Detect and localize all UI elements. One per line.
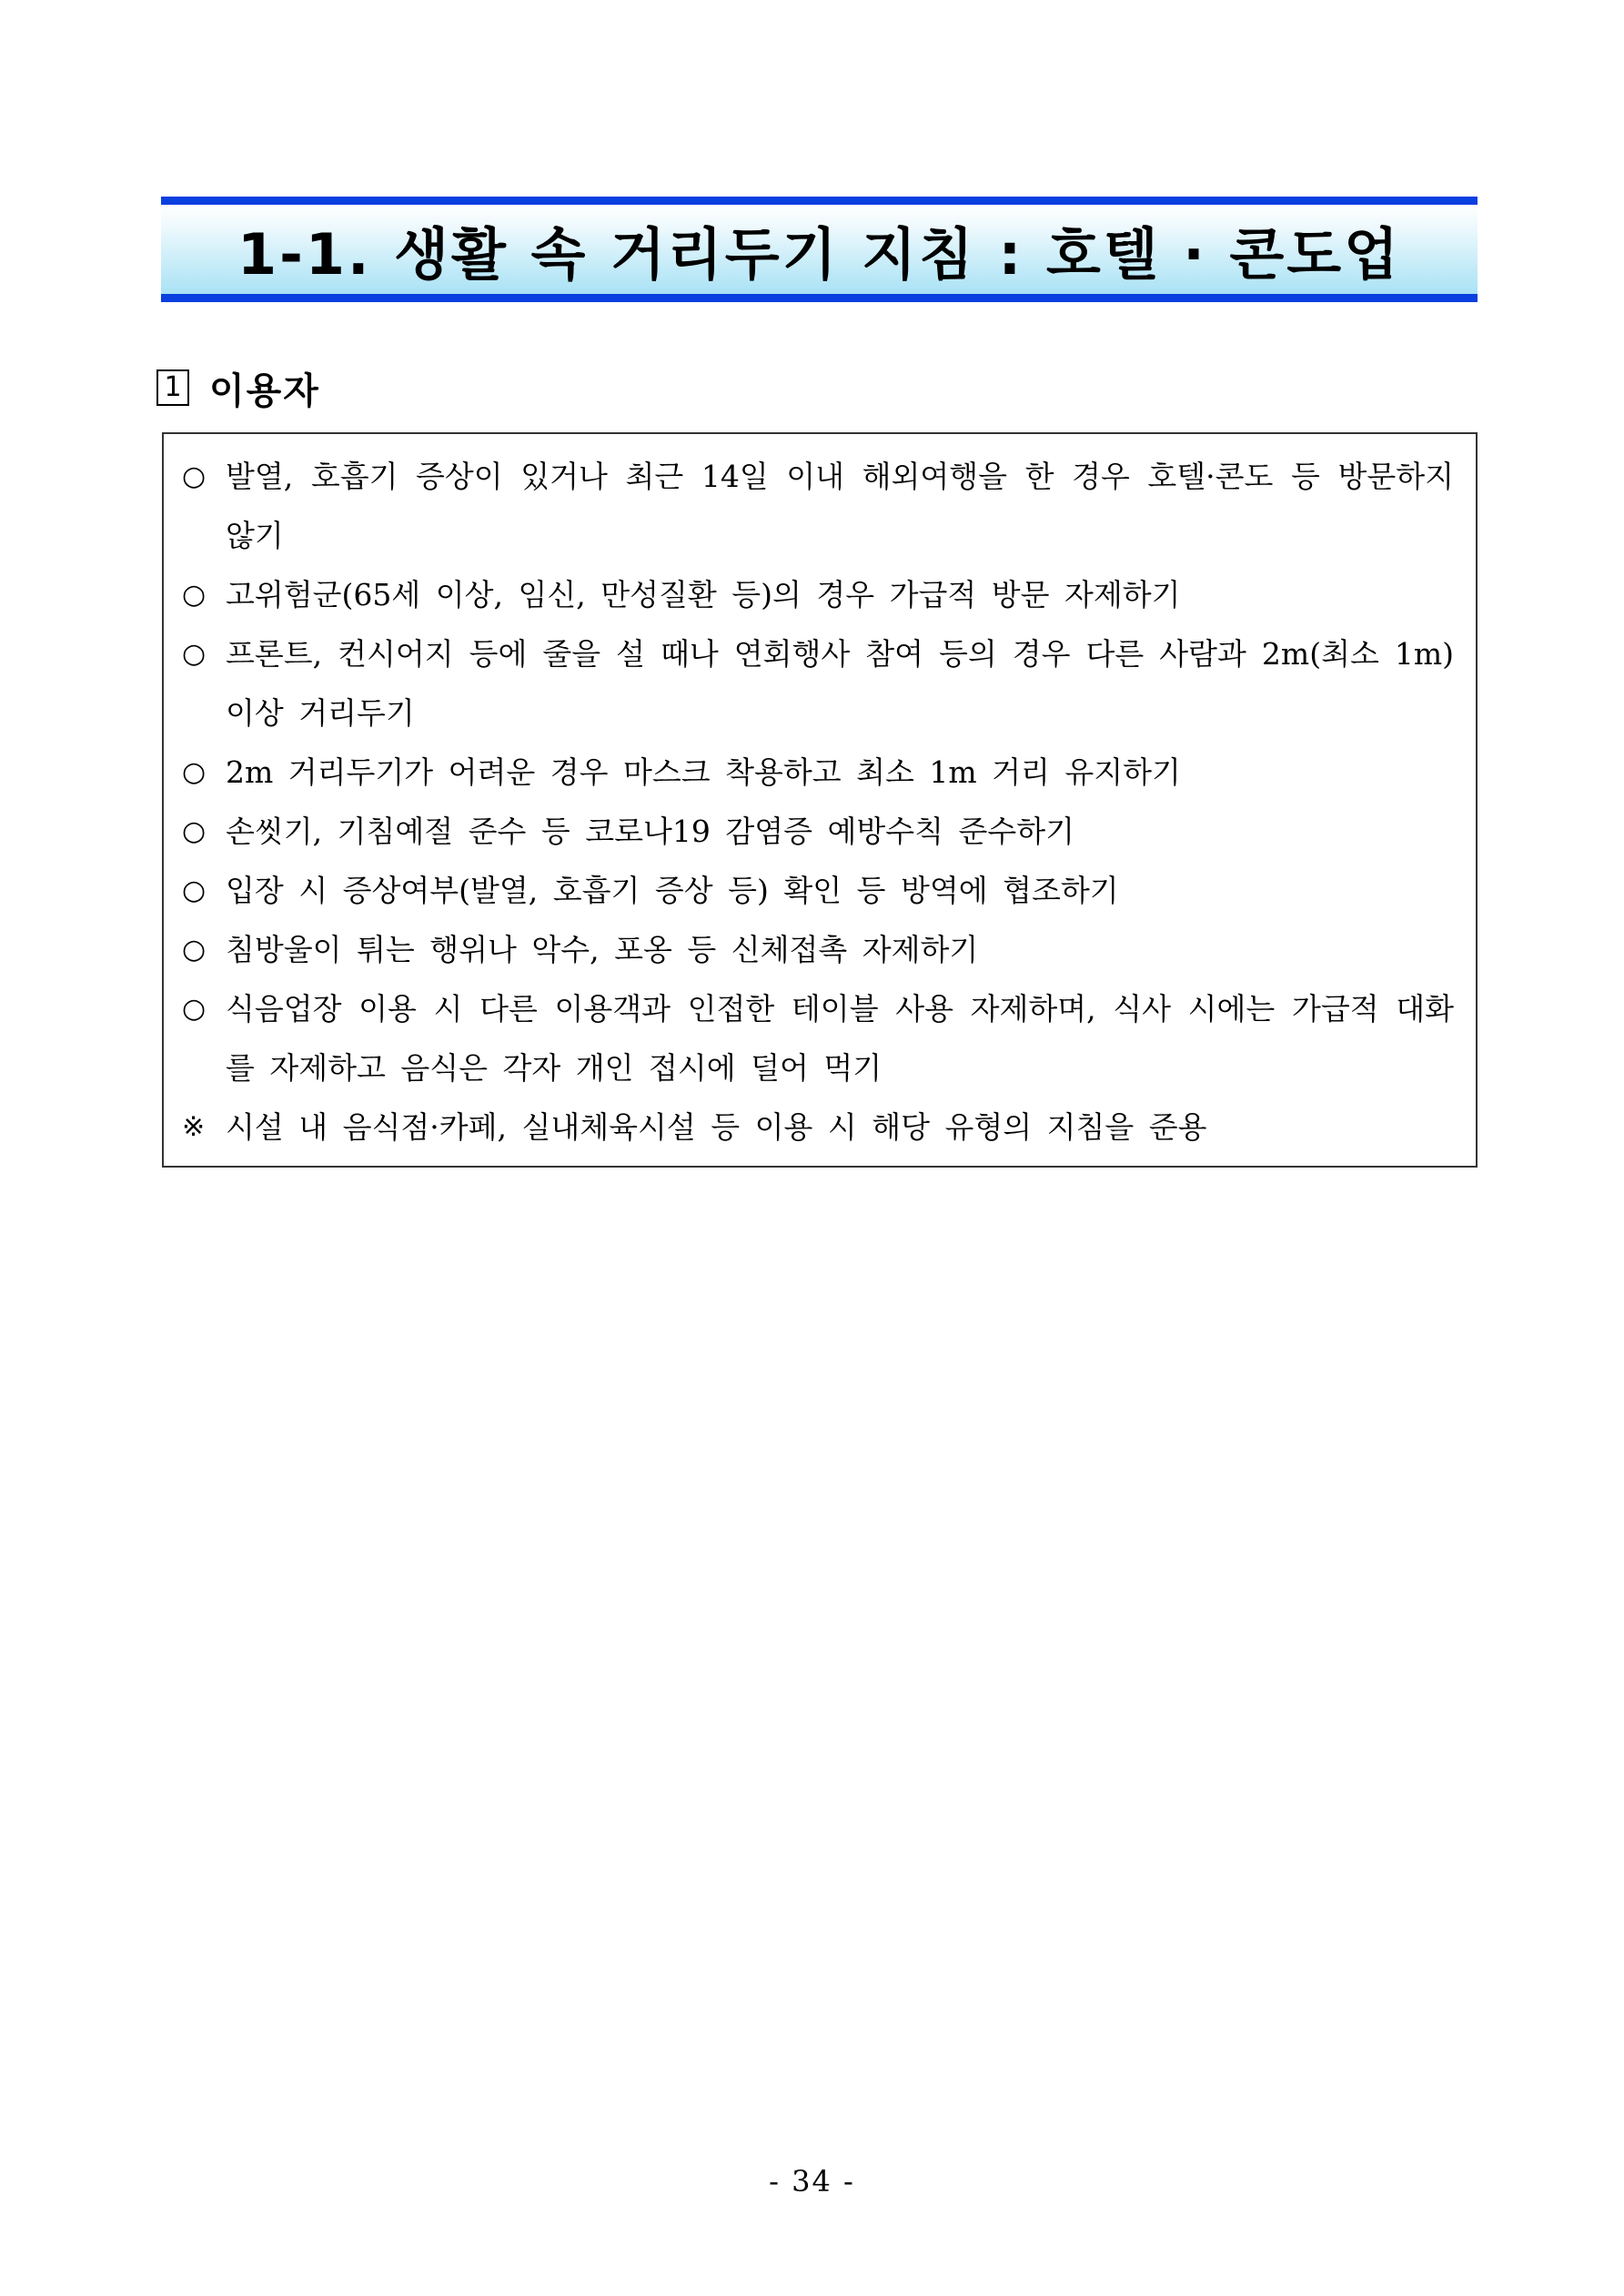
guideline-item <box>182 861 1454 920</box>
page-title: 1-1. 생활 속 거리두기 지침 : 호텔 · 콘도업 <box>237 220 1402 288</box>
guideline-text: 프론트, 컨시어지 등에 줄을 설 때나 연회행사 참여 등의 경우 다른 사람과 2m(최소 1m) 이상 거리두기 <box>226 636 1454 731</box>
guideline-text: 고위험군(65세 이상, 임신, 만성질환 등)의 경우 가급적 방문 자제하기 <box>226 577 1181 612</box>
circle-bullet-icon: ○ <box>182 460 207 492</box>
guideline-item <box>182 979 1454 1097</box>
guideline-note-text: 시설 내 음식점·카페, 실내체육시설 등 이용 시 해당 유형의 지침을 준용 <box>226 1109 1207 1145</box>
page-number: - 34 - <box>769 2164 855 2199</box>
guideline-item <box>182 624 1454 743</box>
circle-bullet-icon: ○ <box>182 815 207 847</box>
guideline-item <box>182 565 1454 624</box>
circle-bullet-icon: ○ <box>182 579 207 611</box>
guideline-text: 손씻기, 기침예절 준수 등 코로나19 감염증 예방수칙 준수하기 <box>226 814 1074 849</box>
section-title: 이용자 <box>209 369 320 412</box>
guideline-item <box>182 743 1454 802</box>
circle-bullet-icon: ○ <box>182 934 207 966</box>
guideline-text: 2m 거리두기가 어려운 경우 마스크 착용하고 최소 1m 거리 유지하기 <box>226 754 1181 790</box>
guideline-item <box>182 447 1454 565</box>
guidelines-box <box>162 432 1478 1168</box>
guideline-text: 침방울이 튀는 행위나 악수, 포옹 등 신체접촉 자제하기 <box>226 932 979 967</box>
guideline-note-item <box>182 1097 1454 1157</box>
title-banner <box>161 197 1478 302</box>
guideline-text: 식음업장 이용 시 다른 이용객과 인접한 테이블 사용 자제하며, 식사 시에는 가급적 대화를 자제하고 음식은 각자 개인 접시에 덜어 먹기 <box>226 991 1454 1086</box>
section-number-box: 1 <box>156 369 189 406</box>
circle-bullet-icon: ○ <box>182 993 207 1025</box>
circle-bullet-icon: ○ <box>182 875 207 906</box>
reference-mark-icon: ※ <box>182 1111 206 1143</box>
circle-bullet-icon: ○ <box>182 638 207 670</box>
guideline-text: 발열, 호흡기 증상이 있거나 최근 14일 이내 해외여행을 한 경우 호텔·콘도 등 방문하지 않기 <box>226 459 1454 553</box>
section-heading <box>156 362 320 413</box>
guideline-text: 입장 시 증상여부(발열, 호흡기 증상 등) 확인 등 방역에 협조하기 <box>226 873 1119 908</box>
circle-bullet-icon: ○ <box>182 756 207 788</box>
guidelines-list <box>182 447 1454 1157</box>
guideline-item <box>182 802 1454 861</box>
guideline-item <box>182 920 1454 979</box>
